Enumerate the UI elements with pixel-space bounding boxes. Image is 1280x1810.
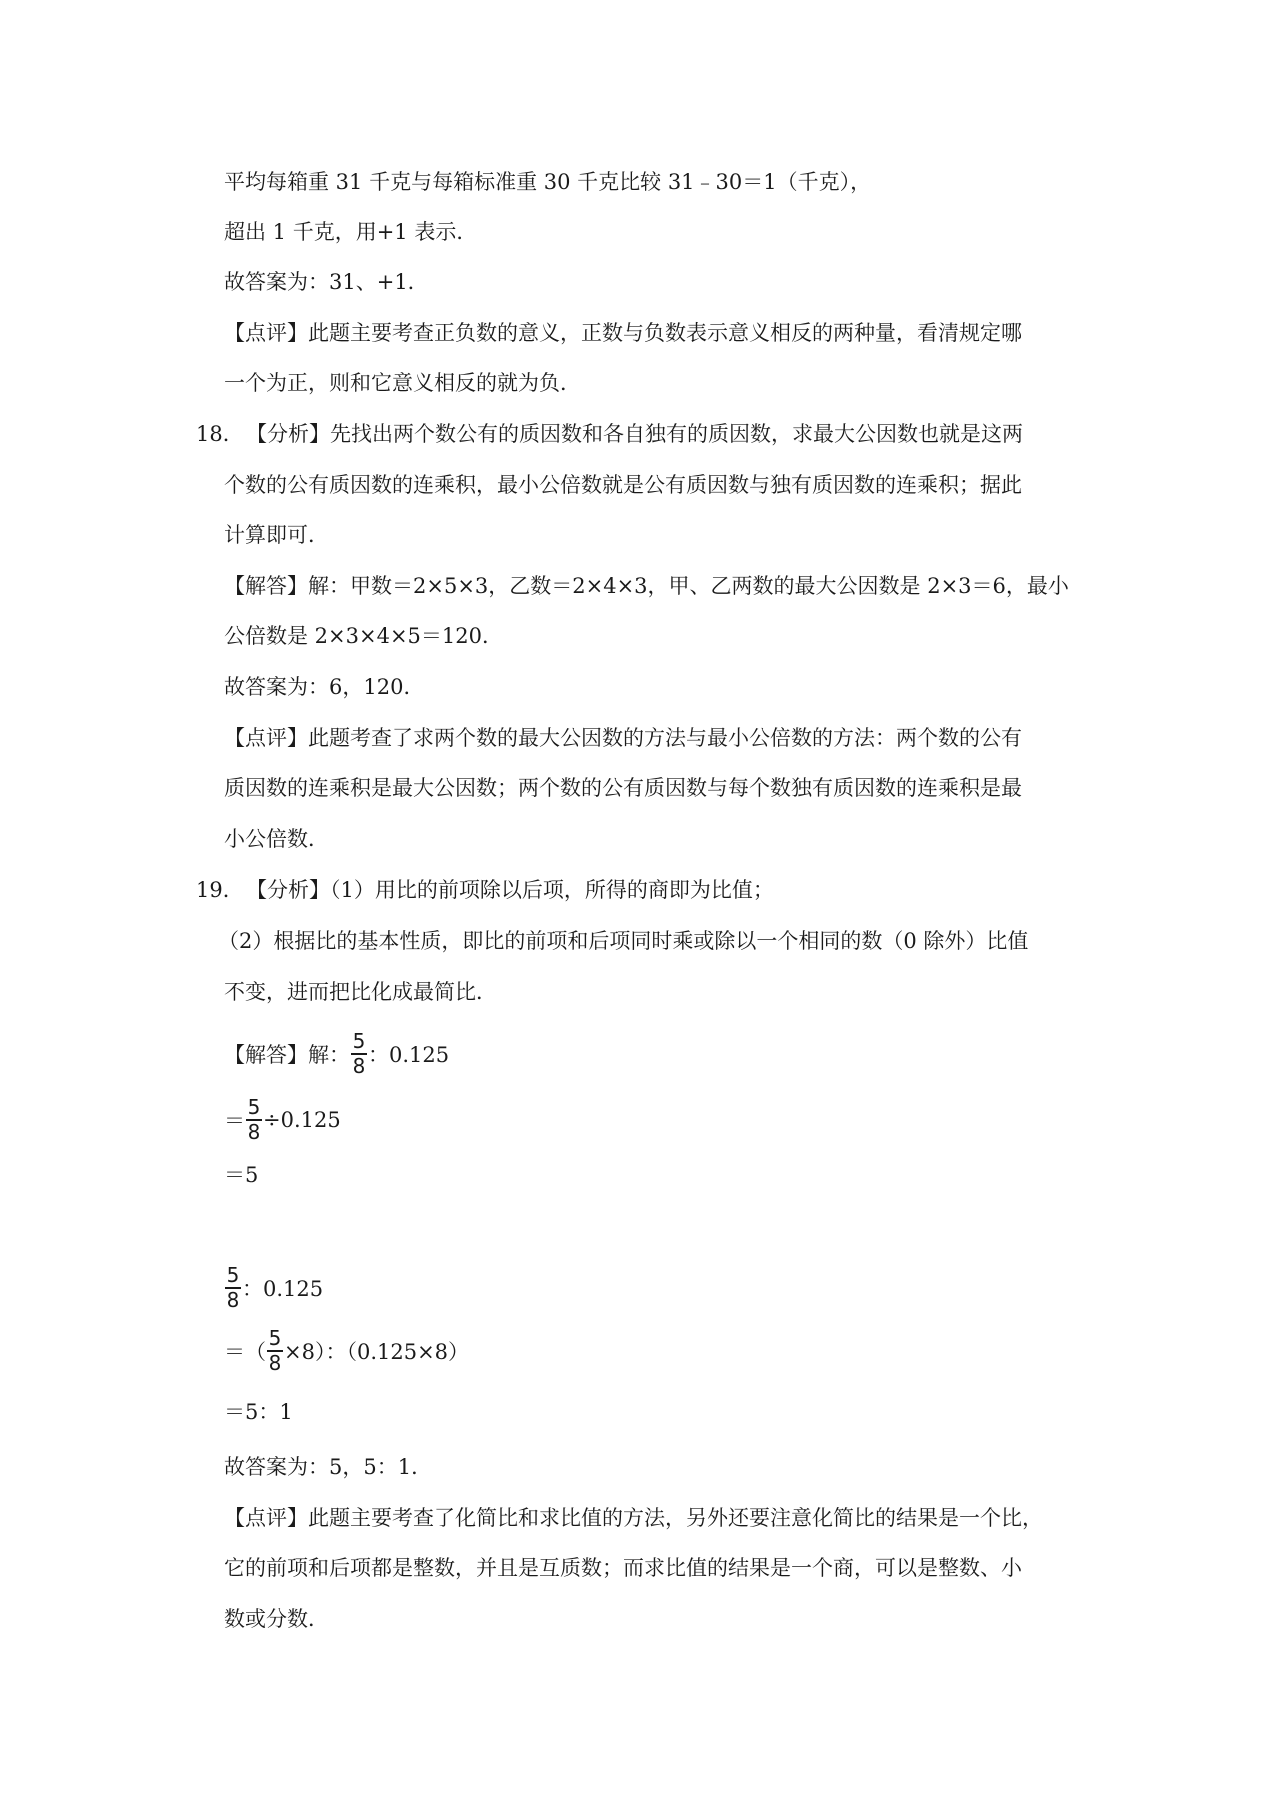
fraction-five-eighths	[246, 1097, 262, 1143]
q17-line-5: 一个为正，则和它意义相反的就为负．	[224, 371, 581, 395]
solution-row-4	[224, 1262, 323, 1314]
equals-sign: ＝	[224, 1109, 245, 1133]
solution-row-2	[224, 1094, 341, 1146]
q19-line-3: 不变，进而把比化成最简比．	[224, 980, 497, 1004]
fraction-five-eighths	[267, 1328, 283, 1374]
fraction-numerator: 5	[226, 1263, 240, 1287]
solution-row-3: ＝5	[224, 1163, 259, 1187]
question-number-18: 18．	[196, 422, 244, 446]
fraction-numerator: 5	[268, 1326, 282, 1350]
q17-line-4: 【点评】此题主要考查正负数的意义，正数与负数表示意义相反的两种量，看清规定哪	[224, 321, 1022, 345]
q18-line-7: 【点评】此题考查了求两个数的最大公因数的方法与最小公倍数的方法：两个数的公有	[224, 726, 1022, 750]
fraction-denominator: 8	[352, 1054, 366, 1078]
multiply-text: ×8）：（0.125×8）	[284, 1340, 470, 1364]
q17-line-2: 超出 1 千克，用+1 表示．	[224, 220, 478, 244]
q19-answer: 故答案为：5，5：1．	[224, 1455, 433, 1479]
fraction-five-eighths	[225, 1265, 241, 1311]
q18-line-3: 计算即可．	[224, 523, 329, 547]
q19-line-2: （2）根据比的基本性质，即比的前项和后项同时乘或除以一个相同的数（0 除外）比值	[218, 929, 1029, 953]
q18-line-1: 【分析】先找出两个数公有的质因数和各自独有的质因数，求最大公因数也就是这两	[246, 422, 1023, 446]
q18-line-5: 公倍数是 2×3×4×5＝120．	[224, 624, 503, 648]
fraction-numerator: 5	[352, 1029, 366, 1053]
fraction-denominator: 8	[226, 1288, 240, 1312]
fraction-denominator: 8	[247, 1120, 261, 1144]
equals-paren: ＝（	[224, 1340, 266, 1364]
solution-label: 【解答】解：	[224, 1043, 350, 1067]
q19-comment-3: 数或分数．	[224, 1607, 329, 1631]
q18-line-9: 小公倍数．	[224, 827, 329, 851]
q19-comment-2: 它的前项和后项都是整数，并且是互质数；而求比值的结果是一个商，可以是整数、小	[224, 1556, 1022, 1580]
q18-line-4: 【解答】解：甲数＝2×5×3，乙数＝2×4×3，甲、乙两数的最大公因数是 2×3＝6，最小	[224, 574, 1069, 598]
ratio-text: ：0.125	[368, 1043, 450, 1067]
fraction-denominator: 8	[268, 1351, 282, 1375]
q19-comment-1: 【点评】此题主要考查了化简比和求比值的方法，另外还要注意化简比的结果是一个比，	[224, 1506, 1043, 1530]
q18-line-6: 故答案为：6，120．	[224, 675, 425, 699]
ratio-text: ：0.125	[242, 1277, 324, 1301]
q17-line-1: 平均每箱重 31 千克与每箱标准重 30 千克比较 31﹣30＝1（千克），	[224, 170, 872, 194]
division-text: ÷0.125	[263, 1108, 341, 1132]
q18-line-2: 个数的公有质因数的连乘积，最小公倍数就是公有质因数与独有质因数的连乘积；据此	[224, 473, 1022, 497]
q19-line-1: 【分析】（1）用比的前项除以后项，所得的商即为比值；	[246, 878, 774, 902]
fraction-five-eighths	[351, 1031, 367, 1077]
fraction-numerator: 5	[247, 1095, 261, 1119]
q17-line-3: 故答案为：31、+1．	[224, 270, 429, 294]
solution-row-6: ＝5：1	[224, 1400, 293, 1424]
question-number-19: 19．	[196, 878, 244, 902]
solution-row-5	[224, 1325, 469, 1377]
solution-row-1	[224, 1028, 449, 1080]
q18-line-8: 质因数的连乘积是最大公因数；两个数的公有质因数与每个数独有质因数的连乘积是最	[224, 776, 1022, 800]
